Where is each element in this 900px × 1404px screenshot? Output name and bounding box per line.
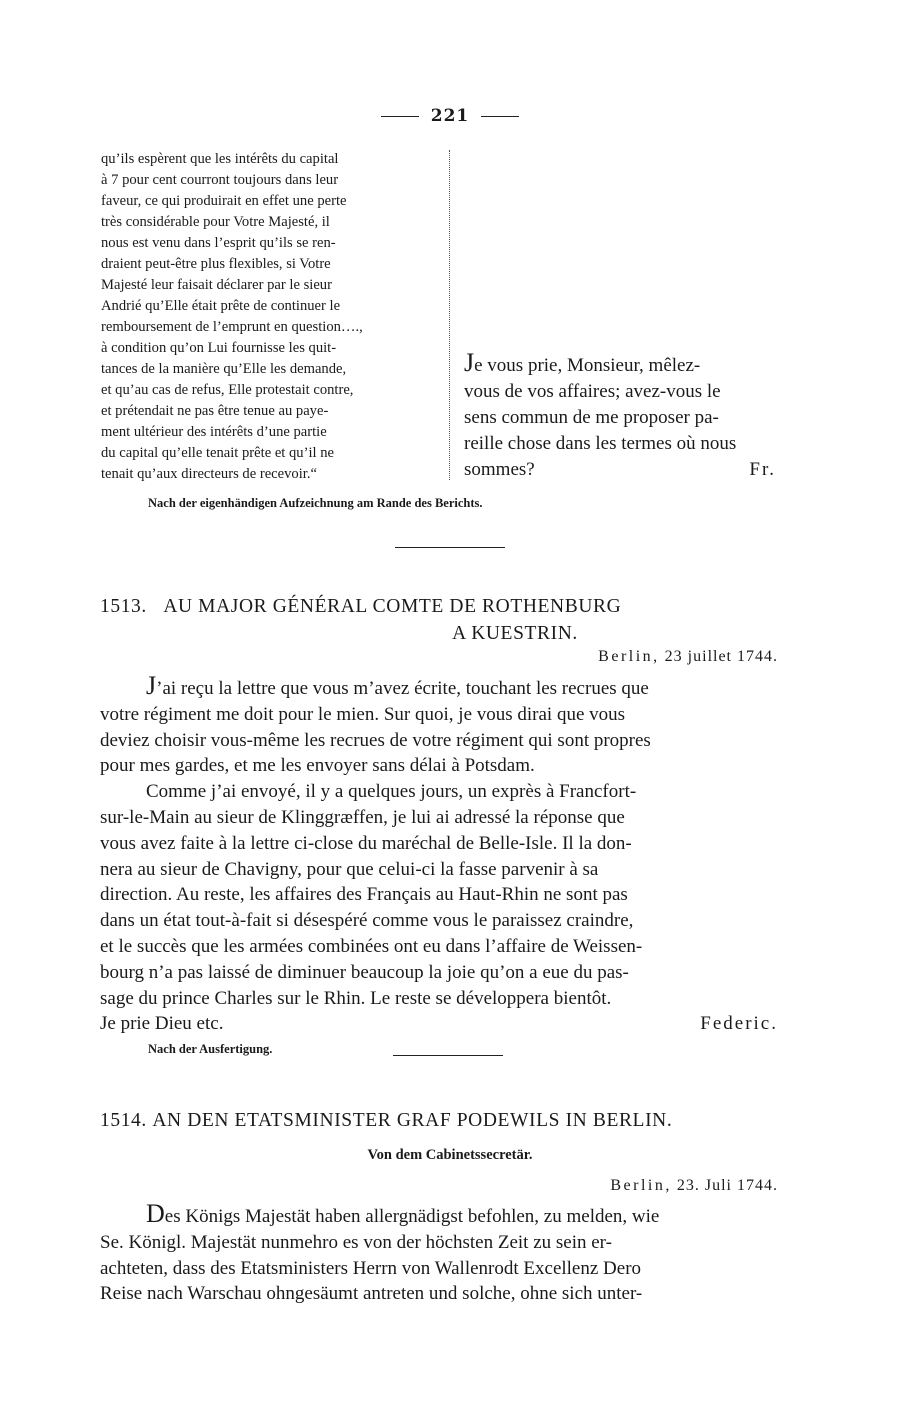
left-line: tances de la manière qu’Elle les demande, [101, 361, 347, 377]
source-note: Nach der Ausfertigung. [148, 1042, 273, 1056]
section-rule [395, 547, 505, 548]
letter-number: 1514. [100, 1110, 147, 1131]
left-line: faveur, ce qui produirait en effet une perte [101, 193, 347, 209]
initial-letter: D [146, 1199, 165, 1228]
letter-subtitle: Von dem Cabinetssecretär. [367, 1147, 533, 1163]
right-line: sens commun de me proposer pa- [464, 407, 719, 428]
left-line: Majesté leur faisait déclarer par le sieur [101, 277, 332, 293]
left-line: nous est venu dans l’esprit qu’ils se ren- [101, 235, 336, 251]
letter-body [100, 673, 800, 1037]
body-line: Se. Königl. Majestät nunmehro es von der höchsten Zeit zu sein er- [100, 1231, 612, 1253]
body-line: dans un état tout-à-fait si désespéré comme vous le paraissez craindre, [100, 910, 634, 932]
body-line: et le succès que les armées combinées ont eu dans l’affaire de Weissen- [100, 935, 643, 957]
letter-body [100, 1201, 800, 1307]
initial-letter: J [464, 348, 475, 377]
letter-title-line2: A KUESTRIN. [452, 623, 578, 644]
left-column-report-text [101, 149, 441, 485]
left-line: qu’ils espèrent que les intérêts du capital [101, 151, 339, 167]
right-last-line: sommes? Fr. [464, 457, 800, 483]
date-place: Berlin, [598, 648, 660, 665]
body-line: Reise nach Warschau ohngesäumt antreten und solche, ohne sich unter- [100, 1283, 643, 1305]
body-line: bourg n’a pas laissé de diminuer beaucoup la joie qu’on a eue du pas- [100, 961, 629, 983]
section-rule [393, 1055, 503, 1056]
date: 23. Juli 1744. [676, 1177, 778, 1194]
left-line: remboursement de l’emprunt en question…., [101, 319, 363, 335]
body-line: sage du prince Charles sur le Rhin. Le reste se développera bientôt. [100, 987, 612, 1009]
right-line: vous de vos affaires; avez-vous le [464, 381, 721, 402]
left-line: et prétendait ne pas être tenue au paye- [101, 403, 329, 419]
body-line: nera au sieur de Chavigny, pour que celui-ci la fasse parvenir à sa [100, 858, 599, 880]
left-line: draient peut-être plus flexibles, si Votre [101, 256, 331, 272]
date: 23 juillet 1744. [664, 648, 778, 665]
letter-title: AN DEN ETATSMINISTER GRAF PODEWILS IN BERLIN. [152, 1110, 673, 1131]
letter-heading [100, 593, 800, 647]
body-line: J’ai reçu la lettre que vous m’avez écrite, touchant les recrues que [146, 671, 649, 700]
body-line: votre régiment me doit pour le mien. Sur quoi, je vous dirai que vous [100, 703, 626, 725]
left-line: Andrié qu’Elle était prête de continuer le [101, 298, 341, 314]
dateline [610, 1177, 778, 1195]
date-place: Berlin, [610, 1177, 672, 1194]
letter-title: AU MAJOR GÉNÉRAL COMTE DE ROTHENBURG [163, 596, 622, 617]
closing-line: Je prie Dieu etc. Federic. [100, 1011, 800, 1037]
signature: Fr. [749, 459, 776, 480]
body-line: pour mes gardes, et me les envoyer sans délai à Potsdam. [100, 755, 535, 777]
letter-heading [100, 1107, 800, 1134]
body-line: Comme j’ai envoyé, il y a quelques jours, un exprès à Francfort- [146, 781, 637, 803]
body-line: vous avez faite à la lettre ci-close du maréchal de Belle-Isle. Il la don- [100, 832, 632, 854]
right-line: Je vous prie, Monsieur, mêlez- [464, 348, 701, 377]
body-line: deviez choisir vous-même les recrues de votre régiment qui sont propres [100, 729, 651, 751]
body-line: achteten, dass des Etatsministers Herrn von Wallenrodt Excellenz Dero [100, 1257, 642, 1279]
left-line: tenait qu’aux directeurs de recevoir.“ [101, 466, 317, 482]
left-line: et qu’au cas de refus, Elle protestait contre, [101, 382, 354, 398]
page-number-dash-left [381, 116, 419, 117]
letter-number: 1513. [100, 596, 147, 617]
signature: Federic. [700, 1013, 778, 1035]
source-note: Nach der eigenhändigen Aufzeichnung am Rande des Berichts. [148, 496, 483, 510]
left-line: du capital qu’elle tenait prête et qu’il ne [101, 445, 334, 461]
column-divider [449, 150, 450, 480]
right-column-marginal-note [464, 350, 800, 483]
left-line: à 7 pour cent courront toujours dans leur [101, 172, 339, 188]
page-number-dash-right [481, 116, 519, 117]
body-line: direction. Au reste, les affaires des Français au Haut-Rhin ne sont pas [100, 884, 628, 906]
left-line: très considérable pour Votre Majesté, il [101, 214, 330, 230]
right-line: reille chose dans les termes où nous [464, 433, 737, 454]
dateline [598, 648, 778, 666]
left-line: ment ultérieur des intérêts d’une partie [101, 424, 327, 440]
initial-letter: J [146, 671, 157, 700]
left-line: à condition qu’on Lui fournisse les quit- [101, 340, 337, 356]
body-line: sur-le-Main au sieur de Klinggræffen, je lui ai adressé la réponse que [100, 806, 625, 828]
body-line: Des Königs Majestät haben allergnädigst befohlen, zu melden, wie [146, 1199, 660, 1228]
page-number: 221 [0, 106, 900, 126]
